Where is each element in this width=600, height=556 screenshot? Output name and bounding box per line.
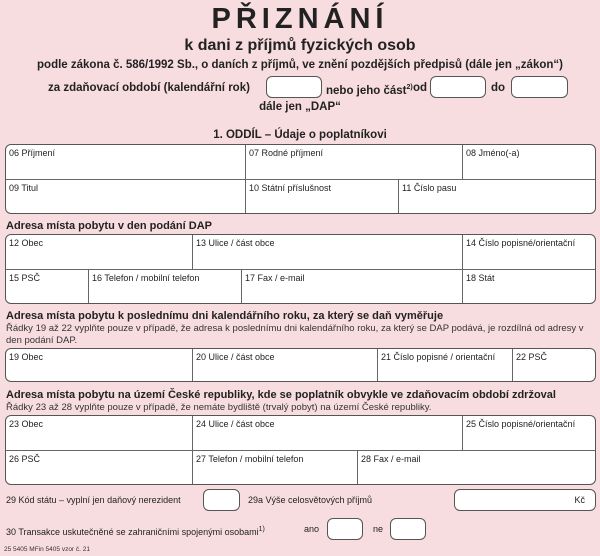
country-field[interactable]: 18 Stát — [462, 269, 596, 304]
cz-street-field[interactable]: 24 Ulice / část obce — [192, 416, 462, 450]
yearend-house-number-field[interactable]: 21 Číslo popisné / orientační — [377, 349, 512, 382]
cz-fax-email-field[interactable]: 28 Fax / e-mail — [357, 450, 596, 485]
cz-house-number-field[interactable]: 25 Číslo popisné/orientační — [462, 416, 596, 450]
period-part-label: nebo jeho část$^{2)}$ — [326, 84, 413, 97]
title-field[interactable]: 09 Titul — [6, 179, 245, 214]
yes-label: ano — [304, 524, 320, 534]
yearend-municipality-field[interactable]: 19 Obec — [9, 352, 44, 362]
cz-postal-code-field[interactable]: 26 PSČ — [6, 450, 192, 485]
yes-checkbox[interactable] — [327, 518, 363, 540]
tax-period-row — [0, 76, 600, 100]
related-transactions-label: 30 Transakce uskutečněné se zahraničními spojenými osobami$^{1)}$ — [6, 526, 265, 537]
state-code-label: 29 Kód státu – vyplní jen daňový nerezident — [6, 495, 181, 505]
passport-number-field[interactable]: 11 Číslo pasu — [398, 179, 596, 214]
yearend-postal-code-field[interactable]: 22 PSČ — [512, 349, 596, 382]
first-name-field[interactable]: 08 Jméno(-a) — [462, 145, 596, 179]
citizenship-field[interactable]: 10 Státní příslušnost — [245, 179, 398, 214]
period-from-label: od — [413, 82, 428, 94]
cz-municipality-field[interactable]: 23 Obec — [9, 419, 44, 429]
address-cz-grid — [5, 415, 596, 485]
postal-code-field[interactable]: 15 PSČ — [6, 269, 88, 304]
phone-field[interactable]: 16 Telefon / mobilní telefon — [88, 269, 241, 304]
worldwide-income-label: 29a Výše celosvětových příjmů — [248, 495, 373, 505]
birth-surname-field[interactable]: 07 Rodné příjmení — [245, 145, 462, 179]
yearend-street-field[interactable]: 20 Ulice / část obce — [192, 349, 377, 382]
no-checkbox[interactable] — [390, 518, 426, 540]
period-label: za zdaňovací období (kalendářní rok) — [48, 82, 250, 94]
fax-email-field[interactable]: 17 Fax / e-mail — [241, 269, 462, 304]
currency-label: Kč — [574, 495, 585, 505]
no-label: ne — [373, 524, 384, 534]
municipality-field[interactable]: 12 Obec — [9, 238, 44, 248]
address-cz-note: Řádky 23 až 28 vyplňte pouze v případě, že nemáte bydliště (trvalý pobyt) na území České republiky. — [6, 402, 432, 413]
address-cz-heading: Adresa místa pobytu na území České republiky, kde se poplatník obvykle ve zdaňovacím období zdržoval — [6, 389, 556, 401]
tax-year-input[interactable] — [266, 76, 322, 98]
surname-field[interactable]: 06 Příjmení — [9, 148, 56, 158]
worldwide-income-input[interactable] — [454, 489, 596, 511]
address-yearend-note: Řádky 19 až 22 vyplňte pouze v případě, že adresa k poslednímu dni kalendářního roku, za který se DAP podává, je rozdílná od adresy v den podání DAP. — [6, 323, 584, 346]
period-from-input[interactable] — [430, 76, 486, 98]
law-reference: podle zákona č. 586/1992 Sb., o daních z příjmů, ve znění pozdějších předpisů (dále jen „zákon“) — [37, 59, 563, 71]
address-current-grid — [5, 234, 596, 304]
state-code-input[interactable] — [203, 489, 240, 511]
house-number-field[interactable]: 14 Číslo popisné/orientační — [462, 235, 596, 269]
period-to-input[interactable] — [511, 76, 568, 98]
form-title: PŘIZNÁNÍ — [211, 3, 389, 35]
form-code: 25 5405 MFin 5405 vzor č. 21 — [4, 546, 90, 553]
street-field[interactable]: 13 Ulice / část obce — [192, 235, 462, 269]
form-subtitle: k dani z příjmů fyzických osob — [184, 37, 416, 54]
personal-data-grid — [5, 144, 596, 214]
cz-phone-field[interactable]: 27 Telefon / mobilní telefon — [192, 450, 357, 485]
address-yearend-grid — [5, 348, 596, 382]
dap-label: dále jen „DAP“ — [259, 101, 341, 113]
address-yearend-heading: Adresa místa pobytu k poslednímu dni kalendářního roku, za který se daň vyměřuje — [6, 310, 444, 322]
section-1-title: 1. ODDÍL – Údaje o poplatníkovi — [213, 129, 387, 141]
address-current-heading: Adresa místa pobytu v den podání DAP — [6, 220, 212, 232]
period-to-label: do — [491, 82, 506, 94]
